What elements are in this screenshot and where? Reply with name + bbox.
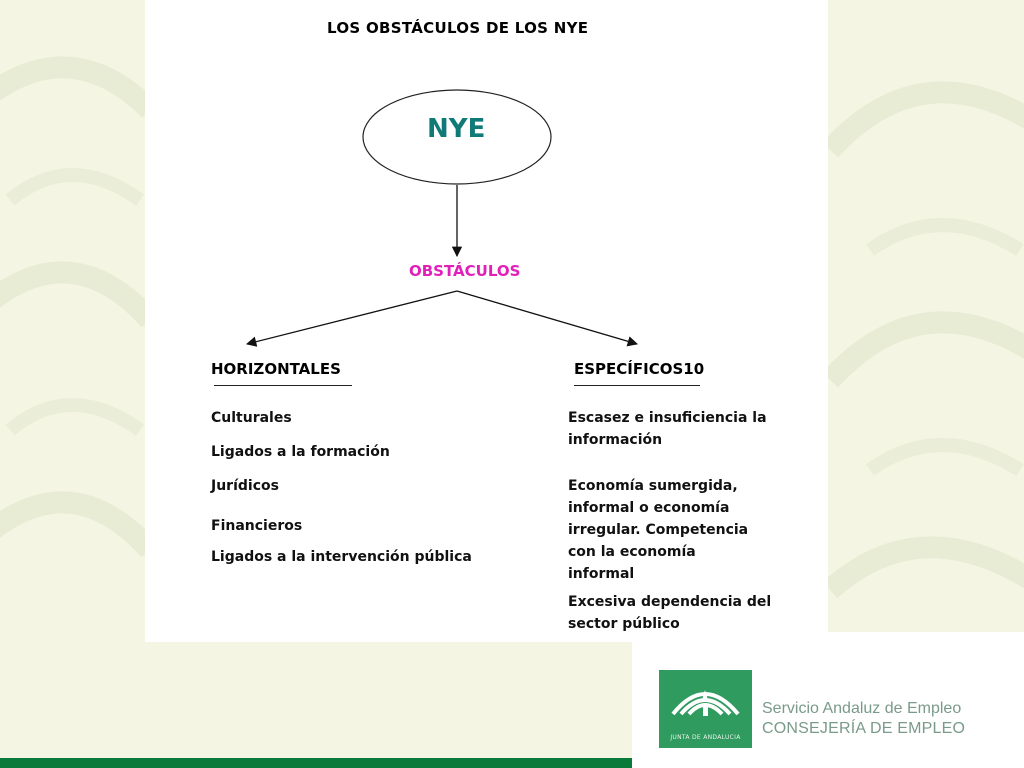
brand-line-consejeria: CONSEJERÍA DE EMPLEO — [762, 720, 966, 737]
especificos-heading: ESPECÍFICOS10 — [574, 360, 705, 378]
arrow-to-horizontales — [247, 291, 457, 344]
horizontal-item: Jurídicos — [211, 478, 279, 494]
obstaculos-node-label: OBSTÁCULOS — [409, 262, 521, 280]
nye-node-label: NYE — [427, 114, 486, 144]
specific-item: Economía sumergida, informal o economía irregular. Competencia con la economía informal — [568, 478, 749, 582]
horizontales-underline — [214, 385, 352, 386]
horizontal-item: Culturales — [211, 410, 292, 426]
horizontales-heading: HORIZONTALES — [211, 360, 341, 378]
horizontal-item: Financieros — [211, 518, 303, 534]
brand-line-servicio: Servicio Andaluz de Empleo — [762, 700, 962, 717]
horizontal-item: Ligados a la formación — [211, 444, 390, 460]
specific-item: Excesiva dependencia del sector público — [568, 594, 772, 632]
junta-andalucia-logo — [659, 670, 752, 748]
specific-item: Escasez e insuficiencia la información — [568, 410, 767, 448]
horizontal-item: Ligados a la intervención pública — [211, 549, 472, 565]
especificos-underline — [574, 385, 700, 386]
diagram-title: LOS OBSTÁCULOS DE LOS NYE — [327, 19, 589, 37]
footer-bar — [0, 758, 632, 768]
logo-caption: JUNTA DE ANDALUCIA — [670, 734, 741, 741]
arrow-to-especificos — [457, 291, 637, 344]
